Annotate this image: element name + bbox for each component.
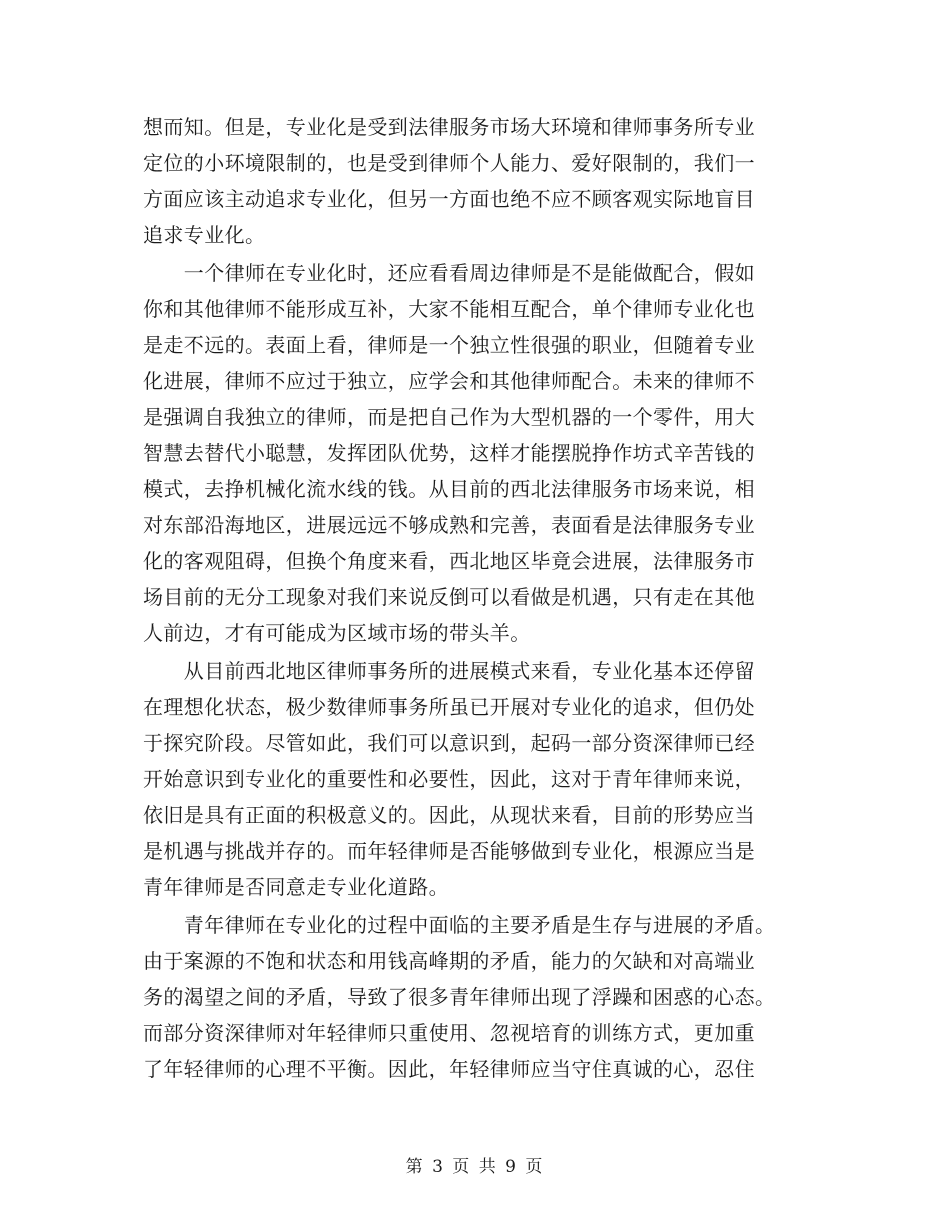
body-text-line: 在理想化状态，极少数律师事务所虽已开展对专业化的追求，但仍处 <box>143 695 755 719</box>
body-text-line: 你和其他律师不能形成互补，大家不能相互配合，单个律师专业化也 <box>143 297 755 321</box>
body-text-line: 由于案源的不饱和状态和用钱高峰期的矛盾，能力的欠缺和对高端业 <box>143 949 755 973</box>
body-text-line: 方面应该主动追求专业化，但另一方面也绝不应不顾客观实际地盲目 <box>143 187 755 211</box>
body-text-line: 青年律师是否同意走专业化道路。 <box>143 875 449 899</box>
body-text-line: 依旧是具有正面的积极意义的。因此，从现状来看，目前的形势应当 <box>143 803 755 827</box>
body-text-line: 青年律师在专业化的过程中面临的主要矛盾是生存与进展的矛盾。 <box>143 913 776 937</box>
body-text-line: 于探究阶段。尽管如此，我们可以意识到，起码一部分资深律师已经 <box>143 731 755 755</box>
body-text-line: 人前边，才有可能成为区域市场的带头羊。 <box>143 621 531 645</box>
body-text-line: 场目前的无分工现象对我们来说反倒可以看做是机遇，只有走在其他 <box>143 585 755 609</box>
body-text-line: 务的渴望之间的矛盾，导致了很多青年律师出现了浮躁和困惑的心态。 <box>143 985 776 1009</box>
body-text-line: 智慧去替代小聪慧，发挥团队优势，这样才能摆脱挣作坊式辛苦钱的 <box>143 441 755 465</box>
body-text-line: 想而知。但是，专业化是受到法律服务市场大环境和律师事务所专业 <box>143 115 755 139</box>
body-text-line: 是强调自我独立的律师，而是把自己作为大型机器的一个零件，用大 <box>143 405 755 429</box>
body-text-line: 是走不远的。表面上看，律师是一个独立性很强的职业，但随着专业 <box>143 333 755 357</box>
body-text-line: 对东部沿海地区，进展远远不够成熟和完善，表面看是法律服务专业 <box>143 513 755 537</box>
body-text-line: 定位的小环境限制的，也是受到律师个人能力、爱好限制的，我们一 <box>143 151 755 175</box>
page-number-footer: 第 3 页 共 9 页 <box>405 1157 545 1177</box>
body-text-line: 化进展，律师不应过于独立，应学会和其他律师配合。未来的律师不 <box>143 369 755 393</box>
body-text-line: 而部分资深律师对年轻律师只重使用、忽视培育的训练方式，更加重 <box>143 1021 755 1045</box>
body-text-line: 化的客观阻碍，但换个角度来看，西北地区毕竟会进展，法律服务市 <box>143 549 755 573</box>
body-text-line: 一个律师在专业化时，还应看看周边律师是不是能做配合，假如 <box>143 261 755 285</box>
body-text-line: 是机遇与挑战并存的。而年轻律师是否能够做到专业化，根源应当是 <box>143 839 755 863</box>
body-text-line: 从目前西北地区律师事务所的进展模式来看，专业化基本还停留 <box>143 659 755 683</box>
body-text-line: 开始意识到专业化的重要性和必要性，因此，这对于青年律师来说， <box>143 767 755 791</box>
body-text-line: 模式，去挣机械化流水线的钱。从目前的西北法律服务市场来说，相 <box>143 477 755 501</box>
body-text-line: 了年轻律师的心理不平衡。因此，年轻律师应当守住真诚的心，忍住 <box>143 1057 755 1081</box>
body-text-line: 追求专业化。 <box>143 223 266 247</box>
